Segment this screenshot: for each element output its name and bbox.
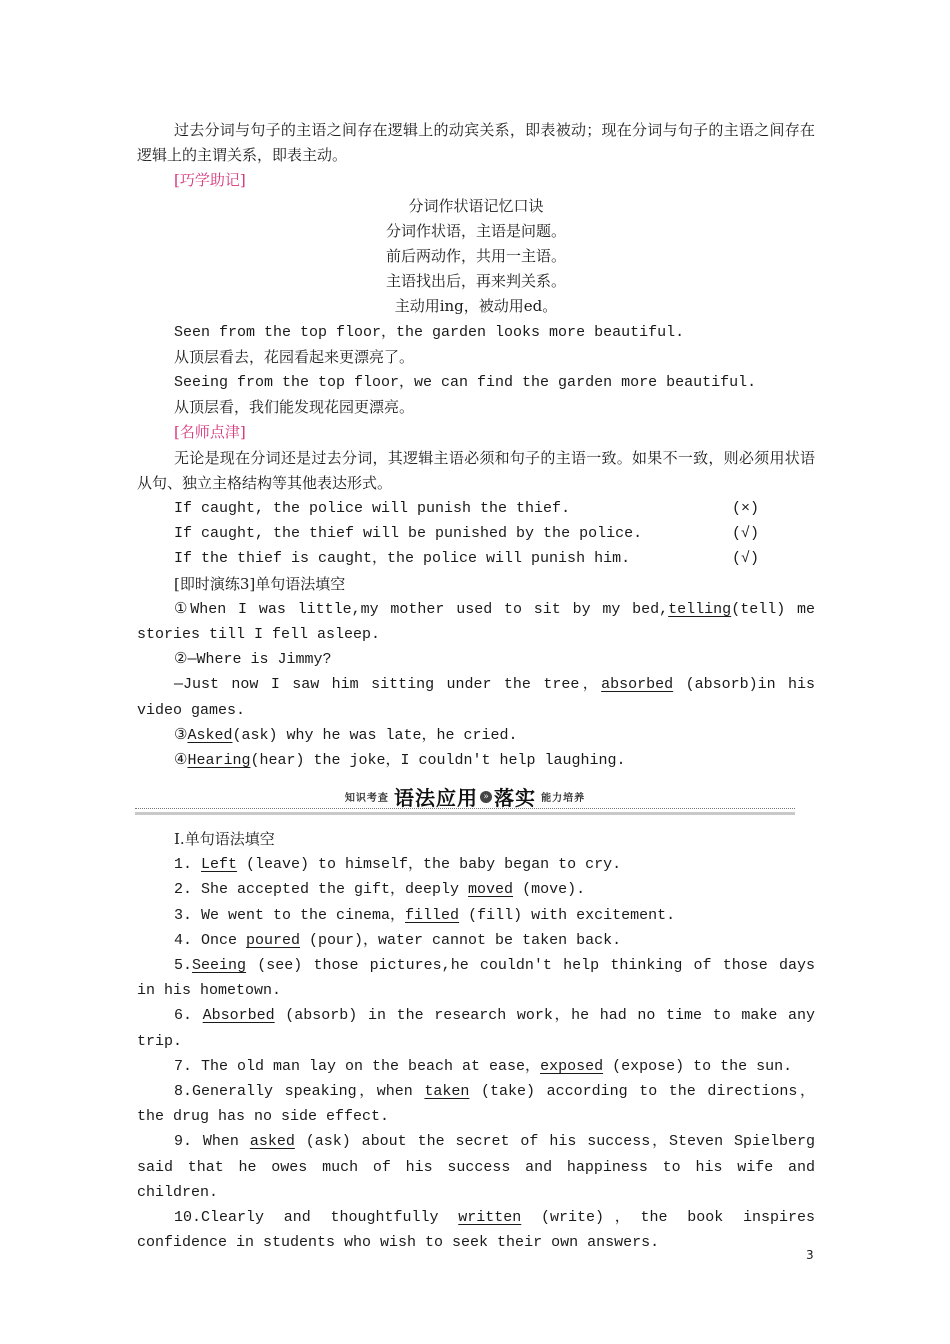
- judgment-sentence: If the thief is caught，the police will punish him.: [174, 550, 631, 568]
- answer-blank: telling: [668, 600, 732, 618]
- arrow-right-icon: »: [480, 791, 492, 803]
- banner-main-title-2: 落实: [494, 786, 536, 810]
- example-english: Seen from the top floor，the garden looks more beautiful.: [174, 323, 685, 341]
- practice-answer-2: —Just now I saw him sitting under the tree，absorbed (absorb)in his video games.: [137, 676, 815, 719]
- answer-blank: absorbed: [601, 676, 674, 694]
- practice-question-2: ②—Where is Jimmy?: [174, 651, 332, 669]
- answer-blank: exposed: [540, 1057, 604, 1075]
- rhyme-title: 分词作状语记忆口诀: [408, 196, 544, 215]
- answer-blank: Asked: [187, 726, 233, 744]
- judgment-row: [137, 496, 815, 521]
- answer-blank: taken: [424, 1083, 470, 1101]
- banner-right-label: 能力培养: [541, 793, 586, 804]
- judgment-mark: (√): [731, 525, 759, 543]
- answer-blank: Left: [201, 856, 238, 874]
- teacher-note: 无论是现在分词还是过去分词，其逻辑主语必须和句子的主语一致。如果不一致，则必须用状语从句、独立主格结构等其他表达形式。: [137, 448, 815, 492]
- exercise-heading: Ⅰ.单句语法填空: [174, 830, 275, 848]
- rhyme-line: 主语找出后，再来判关系。: [385, 272, 566, 291]
- rhyme-line: 主动用ing，被动用ed。: [394, 297, 558, 316]
- exercise-item: 3. We went to the cinema，filled (fill) with excitement.: [174, 906, 676, 924]
- answer-blank: poured: [246, 931, 301, 949]
- judgment-row: [137, 521, 815, 546]
- exercise-item: 2. She accepted the gift，deeply moved (move).: [174, 881, 586, 899]
- judgment-mark: (×): [731, 500, 759, 518]
- practice-heading: [即时演练3]单句语法填空: [174, 574, 346, 593]
- practice-question-3: ③Asked(ask) why he was late，he cried.: [174, 726, 518, 744]
- answer-blank: moved: [468, 881, 514, 899]
- section-banner: [135, 782, 795, 816]
- practice-question-1: ①When I was little,my mother used to sit by my bed,telling(tell) me stories till I fell asleep.: [137, 600, 815, 644]
- example-chinese: 从顶层看，我们能发现花园更漂亮。: [174, 398, 415, 417]
- rhyme-line: 分词作状语，主语是问题。: [385, 221, 566, 240]
- example-english: Seeing from the top floor，we can find the garden more beautiful.: [174, 374, 757, 392]
- exercise-item: 1. Left (leave) to himself，the baby began to cry.: [174, 856, 622, 874]
- exercise-section: [137, 827, 815, 1255]
- judgment-row: [137, 546, 815, 571]
- exercise-item: 5.Seeing (see) those pictures,he couldn't help thinking of those days in his hometown.: [137, 957, 815, 1000]
- tip-heading: [巧学助记]: [174, 171, 246, 190]
- answer-blank: Absorbed: [202, 1007, 275, 1025]
- page-number: 3: [806, 1248, 814, 1262]
- example-chinese: 从顶层看去，花园看起来更漂亮了。: [174, 347, 415, 366]
- answer-blank: asked: [249, 1133, 295, 1151]
- exercise-item: 8.Generally speaking，when taken (take) according to the directions，the drug has no side effect.: [137, 1083, 815, 1126]
- banner-gray-rule: [135, 812, 795, 815]
- exercise-item: 4. Once poured (pour)，water cannot be taken back.: [174, 931, 622, 949]
- rhyme-line: 前后两动作，共用一主语。: [385, 247, 566, 266]
- judgment-sentence: If caught, the thief will be punished by the police.: [174, 525, 643, 543]
- exercise-item: 9. When asked (ask) about the secret of his success，Steven Spielberg said that he owes much of his success and happiness to his wife and children.: [137, 1133, 815, 1201]
- exercise-item: 7. The old man lay on the beach at ease，exposed (expose) to the sun.: [174, 1057, 793, 1075]
- judgment-mark: (√): [731, 550, 759, 568]
- answer-blank: Seeing: [192, 957, 247, 975]
- exercise-item: 10.Clearly and thoughtfully written (write)，the book inspires confidence in students who wish to seek their own answers.: [137, 1209, 815, 1252]
- exercise-item: 6. Absorbed (absorb) in the research work，he had no time to make any trip.: [137, 1007, 815, 1050]
- page-content: [137, 118, 815, 773]
- answer-blank: written: [458, 1209, 522, 1227]
- practice-question-4: ④Hearing(hear) the joke，I couldn't help laughing.: [174, 752, 626, 770]
- banner-title: [135, 782, 795, 811]
- teacher-heading: [名师点津]: [174, 423, 246, 442]
- answer-blank: Hearing: [187, 752, 251, 770]
- judgment-sentence: If caught, the police will punish the thief.: [174, 500, 571, 518]
- banner-left-label: 知识考查: [344, 793, 389, 804]
- banner-main-title: 语法应用: [394, 786, 478, 810]
- intro-paragraph: 过去分词与句子的主语之间存在逻辑上的动宾关系，即表被动；现在分词与句子的主语之间存在逻辑上的主谓关系，即表主动。: [137, 121, 815, 165]
- answer-blank: filled: [405, 906, 460, 924]
